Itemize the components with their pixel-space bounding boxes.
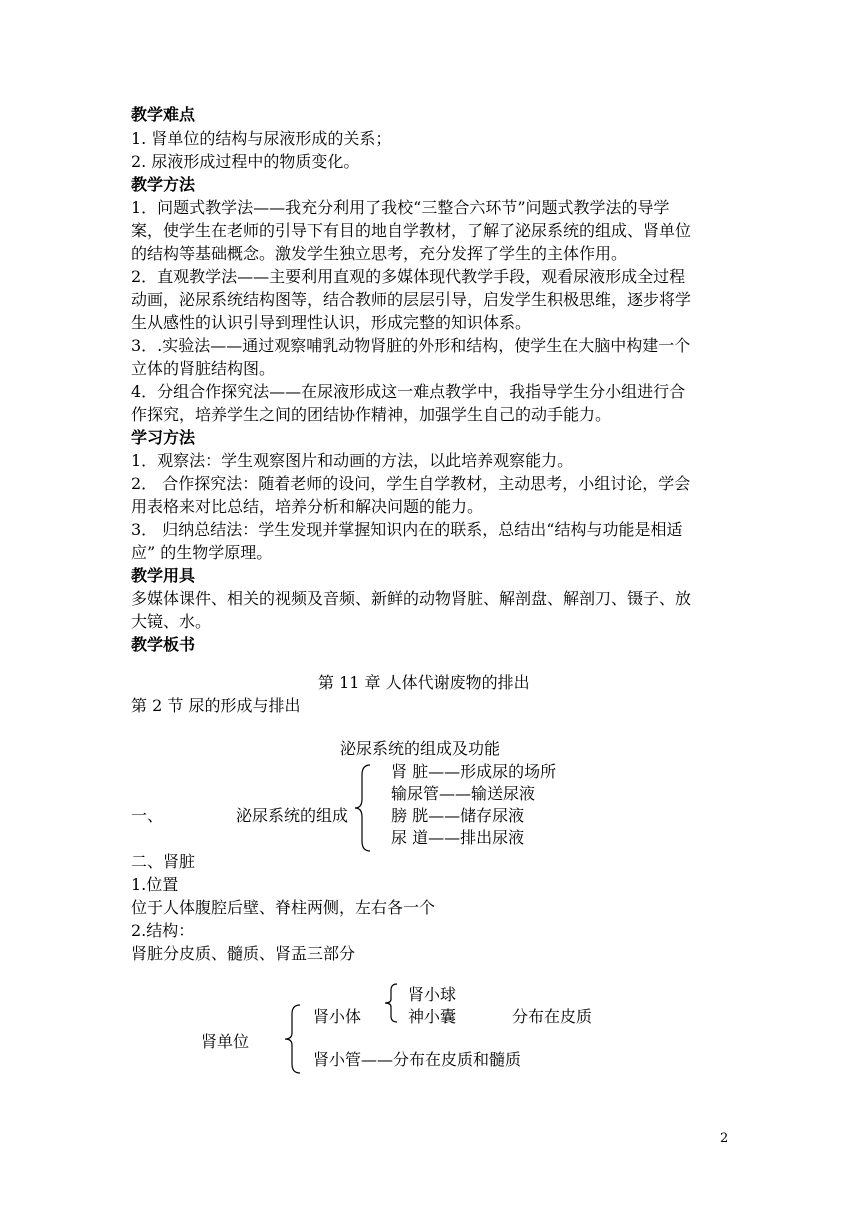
- board-section-title: 第 2 节 尿的形成与排出: [131, 696, 301, 715]
- brace-icon: [383, 982, 399, 1024]
- methods-line: 4．分组合作探究法——在尿液形成这一难点教学中，我指导学生分小组进行合: [131, 382, 686, 401]
- capsule-label: 神小囊: [408, 1007, 457, 1026]
- heading-difficulty: 教学难点: [131, 105, 196, 124]
- structure-title: 2.结构：: [131, 921, 195, 940]
- heading-board: 教学板书: [131, 635, 196, 654]
- nephron-label: 肾单位: [201, 1032, 250, 1051]
- methods-line: 动画，泌尿系统结构图等，结合教师的层层引导，启发学生积极思维，逐步将学: [131, 290, 692, 309]
- board-chapter-title: 第 11 章 人体代谢废物的排出: [318, 673, 530, 692]
- tools-line: 大镜、水。: [131, 612, 212, 631]
- methods-line: 2．直观教学法——主要利用直观的多媒体现代教学手段，观看尿液形成全过程: [131, 267, 686, 286]
- methods-line: 1．问题式教学法——我充分利用了我校“三整合六环节”问题式教学法的导学: [131, 198, 670, 217]
- learning-line: 1．观察法：学生观察图片和动画的方法，以此培养观察能力。: [131, 451, 574, 470]
- organ-urethra: 尿 道——排出尿液: [391, 828, 525, 847]
- heading-tools: 教学用具: [131, 566, 196, 585]
- methods-line: 案，使学生在老师的引导下有目的地自学教材，了解了泌尿系统的组成、肾单位: [131, 221, 692, 240]
- organ-bladder: 膀 胱——储存尿液: [391, 806, 525, 825]
- structure-text: 肾脏分皮质、髓质、肾盂三部分: [131, 944, 356, 963]
- methods-line: 生从感性的认识引导到理性认识，形成完整的知识体系。: [131, 313, 532, 332]
- learning-line: 3． 归纳总结法：学生发现并掌握知识内在的联系，总结出“结构与功能是相适: [131, 520, 683, 539]
- methods-line: 3．.实验法——通过观察哺乳动物肾脏的外形和结构，使学生在大脑中构建一个: [131, 336, 691, 355]
- methods-line: 作探究，培养学生之间的团结协作精神，加强学生自己的动手能力。: [131, 405, 612, 424]
- difficulty-item: 1. 肾单位的结构与尿液形成的关系；: [131, 129, 392, 148]
- part-two-heading: 二、肾脏: [131, 852, 196, 871]
- part-one-label: 泌尿系统的组成: [236, 806, 349, 825]
- page-number: 2: [720, 1131, 729, 1146]
- organ-kidney: 肾 脏——形成尿的场所: [391, 762, 557, 781]
- position-text: 位于人体腹腔后壁、脊柱两侧，左右各一个: [131, 898, 436, 917]
- part-one-number: 一、: [131, 806, 164, 825]
- difficulty-item: 2. 尿液形成过程中的物质变化。: [131, 152, 360, 171]
- urinary-system-title: 泌尿系统的组成及功能: [340, 739, 501, 758]
- position-title: 1.位置: [131, 875, 179, 894]
- organ-ureter: 输尿管——输送尿液: [391, 784, 536, 803]
- glomerulus-label: 肾小球: [408, 985, 457, 1004]
- corpuscle-label: 肾小体: [313, 1007, 362, 1026]
- methods-line: 的结构等基础概念。激发学生独立思考，充分发挥了学生的主体作用。: [131, 244, 628, 263]
- brace-icon: [352, 763, 372, 853]
- heading-learning: 学习方法: [131, 428, 196, 447]
- heading-methods: 教学方法: [131, 175, 196, 194]
- methods-line: 立体的肾脏结构图。: [131, 359, 276, 378]
- tubule-label: 肾小管——分布在皮质和髓质: [313, 1050, 522, 1069]
- brace-icon: [282, 1003, 302, 1075]
- tools-line: 多媒体课件、相关的视频及音频、新鲜的动物肾脏、解剖盘、解剖刀、镊子、放: [131, 589, 692, 608]
- corpuscle-location: 分布在皮质: [512, 1007, 593, 1026]
- learning-line: 2． 合作探究法：随着老师的设问，学生自学教材，主动思考，小组讨论，学会: [131, 474, 691, 493]
- learning-line: 应” 的生物学原理。: [131, 543, 273, 562]
- learning-line: 用表格来对比总结，培养分析和解决问题的能力。: [131, 497, 484, 516]
